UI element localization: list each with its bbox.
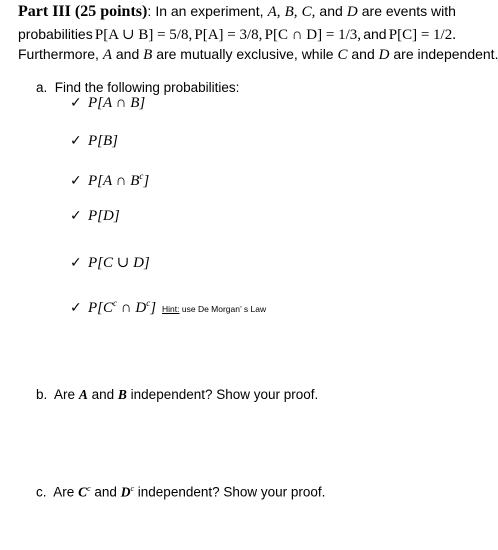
check-icon: ✓: [70, 95, 82, 111]
colon: :: [147, 3, 152, 19]
event-c: C,: [301, 4, 316, 20]
prob-c-intersect-d: P[C ∩ D] = 1/3,: [264, 27, 362, 43]
var-c: C: [337, 47, 348, 63]
and-word-3: and: [115, 46, 140, 62]
prob-item-6: [70, 298, 266, 317]
mutex-text: are mutually exclusive, while: [156, 46, 334, 62]
and-word-4: and: [351, 46, 375, 62]
var-d: D: [378, 47, 390, 63]
part-c-question: c. Are $C^c$ and $D^c$ independent? Show your proof.: [36, 484, 326, 500]
intro-text: In an experiment,: [155, 3, 264, 19]
prob-item-2: [70, 133, 118, 150]
prob-expression: P[B]: [88, 133, 118, 149]
prob-expression: P[A ∩ $B^c$]: [88, 171, 150, 189]
check-icon: ✓: [70, 255, 82, 271]
event-b: B,: [284, 4, 298, 20]
prob-item-1: [70, 95, 145, 112]
event-a: A,: [267, 4, 281, 20]
prob-a: P[A] = 3/8,: [194, 27, 263, 43]
indep-text: are independent.: [393, 46, 498, 62]
and-word: and: [319, 3, 343, 19]
and-word-2: and: [363, 26, 387, 42]
prob-a-union-b: P[A ∪ B] = 5/8,: [94, 27, 193, 43]
prob-expression: P[D]: [88, 208, 120, 224]
check-icon: ✓: [70, 173, 82, 189]
furthermore-word: Furthermore,: [18, 46, 99, 62]
var-a: A: [102, 47, 112, 63]
probabilities-word: probabilities: [18, 26, 93, 42]
check-icon: ✓: [70, 208, 82, 224]
prob-item-3: [70, 171, 149, 190]
prob-item-5: [70, 253, 150, 272]
part-a-label: a.: [36, 80, 48, 95]
are-events-with: are events with: [361, 3, 456, 19]
problem-header-line-2: [18, 25, 456, 44]
problem-header-line-3: [18, 46, 498, 64]
prob-item-4: [70, 208, 120, 225]
prob-expression: P[C ∪ D]: [88, 255, 150, 271]
part-a-heading: [36, 80, 239, 95]
problem-header-line-1: [18, 3, 456, 21]
check-icon: ✓: [70, 133, 82, 149]
prob-c: P[C] = 1/2.: [388, 27, 456, 43]
var-b: B: [143, 47, 153, 63]
prob-expression: P[A ∩ B]: [88, 95, 146, 111]
part-a-text: Find the following probabilities:: [54, 80, 240, 95]
hint-text: Hint: use De Morgan’ s Law: [162, 304, 267, 314]
event-d: D: [346, 4, 358, 20]
part-title: Part III (25 points): [18, 3, 148, 20]
part-b-question: b. Are A and B independent? Show your proof.: [36, 387, 319, 402]
prob-expression: $P[C^c$ ∩ $D^c$]: [88, 298, 157, 316]
check-icon: ✓: [70, 300, 82, 316]
